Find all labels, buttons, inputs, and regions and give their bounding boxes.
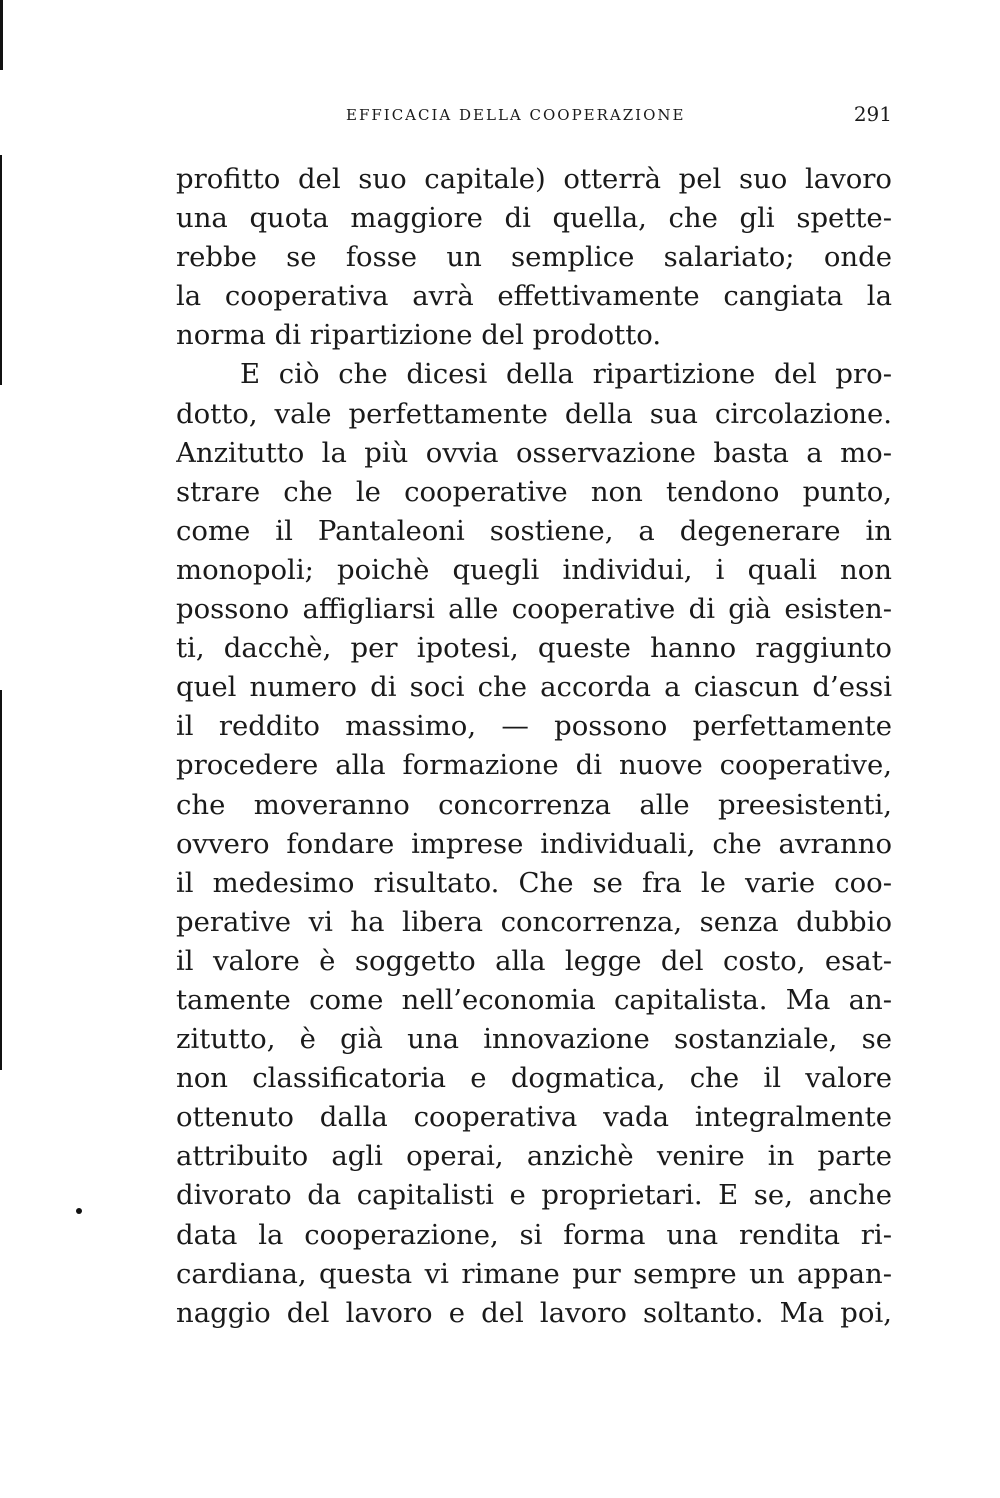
- text-line: Anzitutto la più ovvia osservazione basta a mo-: [176, 436, 892, 469]
- text-line: quel numero di soci che accorda a ciascun d’essi: [176, 671, 892, 704]
- text-line: possono affigliarsi alle cooperative di già esisten-: [176, 593, 892, 626]
- text-line: non classificatoria e dogmatica, che il valore: [176, 1062, 892, 1095]
- text-line: data la cooperazione, si forma una rendita ri-: [176, 1218, 892, 1251]
- page-number: 291: [853, 102, 892, 126]
- ink-speck: [76, 1208, 82, 1214]
- text-line: procedere alla formazione di nuove cooperative,: [176, 749, 892, 782]
- text-line: attribuito agli operai, anzichè venire in parte: [176, 1140, 892, 1173]
- text-line: divorato da capitalisti e proprietari. E se, anche: [176, 1179, 892, 1212]
- text-line: naggio del lavoro e del lavoro soltanto. Ma poi,: [176, 1296, 892, 1329]
- text-line: ti, dacchè, per ipotesi, queste hanno raggiunto: [176, 632, 892, 665]
- text-line: rebbe se fosse un semplice salariato; onde: [176, 241, 892, 274]
- text-line: perative vi ha libera concorrenza, senza dubbio: [176, 905, 892, 938]
- text-line: come il Pantaleoni sostiene, a degenerare in: [176, 514, 892, 547]
- text-line: una quota maggiore di quella, che gli spette-: [176, 202, 892, 235]
- text-line: cardiana, questa vi rimane pur sempre un appan-: [176, 1257, 892, 1290]
- text-line: dotto, vale perfettamente della sua circolazione.: [176, 397, 892, 430]
- text-line: tamente come nell’economia capitalista. Ma an-: [176, 983, 892, 1016]
- text-line: il valore è soggetto alla legge del costo, esat-: [176, 944, 892, 977]
- text-line: il medesimo risultato. Che se fra le varie coo-: [176, 866, 892, 899]
- running-title: EFFICACIA DELLA COOPERAZIONE: [346, 106, 686, 124]
- text-line: profitto del suo capitale) otterrà pel suo lavoro: [176, 163, 892, 195]
- text-line: E ciò che dicesi della ripartizione del pro-: [240, 358, 892, 391]
- binding-edge-top: [0, 0, 3, 70]
- text-line: zitutto, è già una innovazione sostanziale, se: [176, 1023, 892, 1056]
- text-line: ovvero fondare imprese individuali, che avranno: [176, 827, 892, 860]
- text-line: norma di ripartizione del prodotto.: [176, 319, 662, 352]
- page-header: [176, 102, 892, 132]
- body-text: [176, 160, 892, 1333]
- text-line: strare che le cooperative non tendono punto,: [176, 475, 892, 508]
- text-line: monopoli; poichè quegli individui, i quali non: [176, 553, 892, 586]
- text-line: che moveranno concorrenza alle preesistenti,: [176, 788, 892, 821]
- text-line: ottenuto dalla cooperativa vada integralmente: [176, 1101, 892, 1134]
- binding-edge-lower: [0, 690, 2, 1070]
- text-line: il reddito massimo, — possono perfettamente: [176, 710, 892, 743]
- binding-edge-middle: [0, 155, 2, 385]
- text-line: la cooperativa avrà effettivamente cangiata la: [176, 280, 892, 313]
